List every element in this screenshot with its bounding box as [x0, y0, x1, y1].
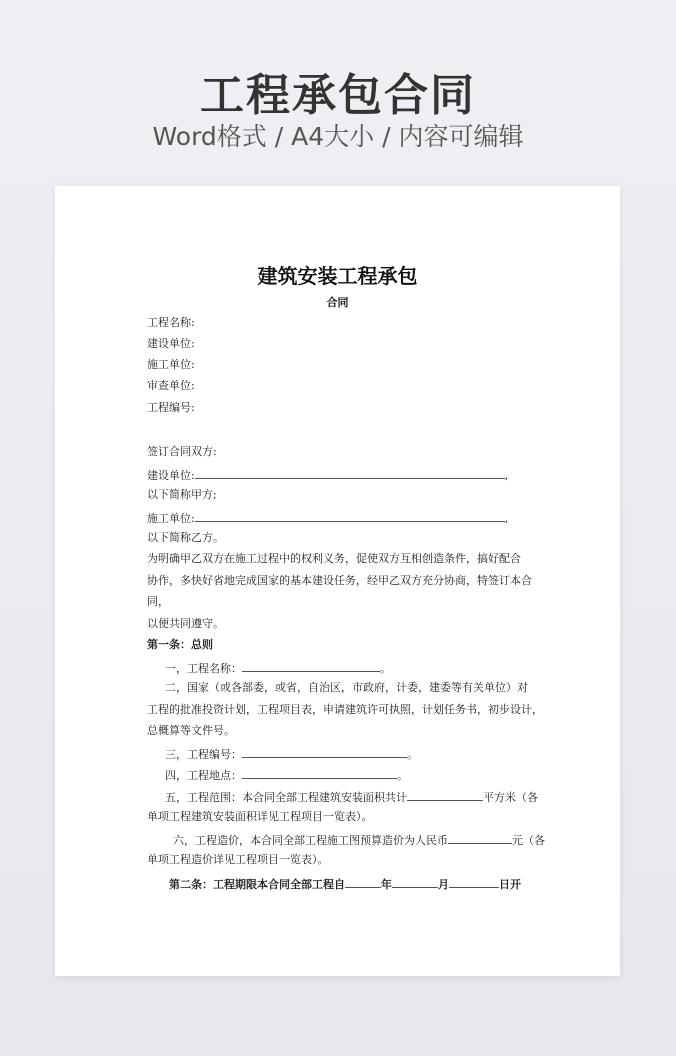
article1-item6	[173, 832, 545, 848]
item3-end: 。	[407, 748, 418, 761]
item5-text-a: 五，工程范围：本合同全部工程建筑安装面积共计	[165, 791, 407, 804]
item6-blank	[448, 832, 512, 844]
article1-item5	[165, 789, 538, 805]
party-a-blank	[195, 467, 505, 479]
document-title: 建筑安装工程承包	[257, 264, 418, 288]
preamble-line-3: 同，	[147, 595, 169, 608]
article1-item4	[165, 767, 408, 783]
builder-unit-line: 施工单位:	[147, 358, 195, 371]
project-number-line: 工程编号:	[147, 401, 195, 414]
article2-month-blank	[392, 876, 438, 888]
item6-text-a: 六，工程造价，本合同全部工程施工图预算造价为人民币	[173, 834, 448, 847]
party-a-line	[147, 467, 508, 483]
article2-day-blank	[449, 876, 499, 888]
item1-label: 一，工程名称：	[165, 662, 242, 675]
item5-blank	[407, 789, 483, 801]
document-subtitle: 合同	[326, 296, 349, 309]
item3-label: 三，工程编号：	[165, 748, 242, 761]
party-b-end: ,	[504, 512, 509, 525]
article1-item3	[165, 746, 418, 762]
article1-item1	[165, 660, 391, 676]
parties-heading: 签订合同双方:	[147, 445, 217, 458]
page-title: 工程承包合同	[200, 70, 476, 121]
item4-end: 。	[397, 769, 408, 782]
party-a-label: 建设单位:	[147, 469, 195, 482]
party-a-alias: 以下简称甲方;	[147, 488, 217, 501]
item1-end: 。	[380, 662, 391, 675]
party-a-end: ,	[504, 469, 509, 482]
article1-item2-line2: 工程的批准投资计划，工程项目表，申请建筑许可执照，计划任务书，初步设计，	[147, 703, 543, 716]
item4-blank	[242, 767, 397, 779]
review-unit-line: 审查单位:	[147, 379, 195, 392]
article1-item5-line2: 单项工程建筑安装面积详见工程项目一览表）。	[147, 810, 373, 823]
item6-text-b: 元（各	[512, 834, 545, 847]
article2-year: 年	[381, 878, 392, 891]
construction-unit-line: 建设单位:	[147, 337, 195, 350]
article2-month: 月	[438, 878, 449, 891]
article1-heading: 第一条：总则	[147, 638, 213, 651]
article2-day: 日开	[499, 878, 521, 891]
party-b-label: 施工单位:	[147, 512, 195, 525]
preamble-line-2: 协作，多快好省地完成国家的基本建设任务，经甲乙双方充分协商，特签订本合	[147, 574, 532, 587]
article2-heading: 第二条：工程期限本合同全部工程自	[169, 878, 345, 891]
item4-label: 四，工程地点：	[165, 769, 242, 782]
article1-item6-line2: 单项工程造价详见工程项目一览表）。	[147, 853, 329, 866]
preamble-line-4: 以便共同遵守。	[147, 617, 224, 630]
party-b-alias: 以下简称乙方。	[147, 531, 224, 544]
article2-line	[169, 876, 521, 892]
party-b-blank	[195, 510, 505, 522]
project-name-line: 工程名称:	[147, 316, 195, 329]
item5-text-b: 平方米（各	[483, 791, 538, 804]
item1-blank	[242, 660, 380, 672]
article1-item2-line3: 总概算等文件号。	[147, 724, 235, 737]
article1-item2-line1: 二，国家（或各部委，或省，自治区，市政府，计委，建委等有关单位）对	[165, 681, 528, 694]
page-subtitle: Word格式 / A4大小 / 内容可编辑	[152, 122, 524, 151]
document-page	[55, 186, 620, 976]
item3-blank	[242, 746, 407, 758]
party-b-line	[147, 510, 508, 526]
article2-year-blank	[345, 876, 381, 888]
preamble-line-1: 为明确甲乙双方在施工过程中的权利义务，促使双方互相创造条件，搞好配合	[147, 552, 521, 565]
